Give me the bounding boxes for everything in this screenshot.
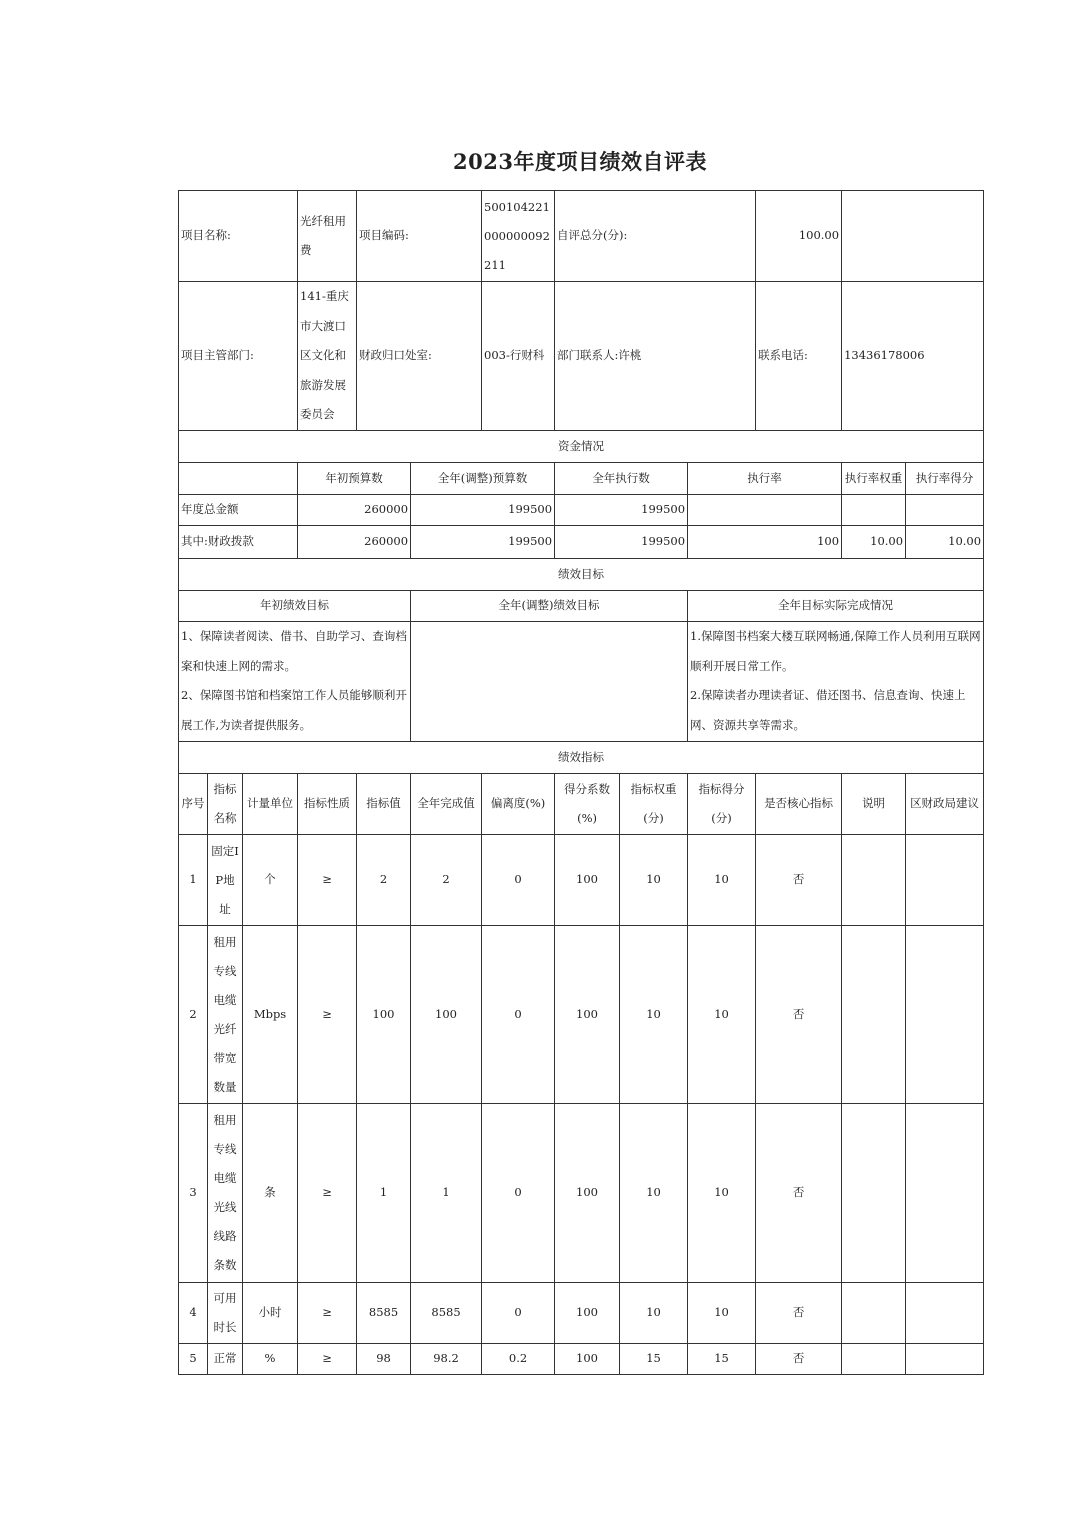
- goals-header: 全年(调整)绩效目标: [411, 591, 688, 622]
- department-row: [179, 282, 984, 431]
- ind-coef: 100: [555, 926, 620, 1104]
- ind-note: [842, 1283, 906, 1344]
- indicator-row: [179, 1104, 984, 1283]
- goal-text: 2.保障读者办理读者证、借还图书、信息查询、快速上网、资源共享等需求。: [690, 688, 966, 732]
- ind-unit: 个: [243, 835, 298, 926]
- ind-header: 指标性质: [298, 774, 357, 835]
- funds-header: 执行率得分: [906, 463, 984, 495]
- ind-coef: 100: [555, 835, 620, 926]
- dept-label: 项目主管部门:: [179, 282, 298, 431]
- ind-header: 计量单位: [243, 774, 298, 835]
- ind-done: 1: [411, 1104, 482, 1283]
- ind-done: 98.2: [411, 1344, 482, 1375]
- ind-header: 区财政局建议: [906, 774, 984, 835]
- ind-nature: ≥: [298, 1344, 357, 1375]
- project-name-row: [179, 191, 984, 282]
- ind-nature: ≥: [298, 926, 357, 1104]
- goal-text: 2、保障图书馆和档案馆工作人员能够顺利开展工作,为读者提供服务。: [181, 688, 407, 732]
- ind-nature: ≥: [298, 835, 357, 926]
- funds-row: [179, 495, 984, 526]
- funds-cell: 199500: [411, 526, 555, 559]
- adjusted-goals: [411, 622, 688, 742]
- ind-weight: 10: [620, 1104, 688, 1283]
- ind-score: 10: [688, 926, 756, 1104]
- funds-header: 年初预算数: [298, 463, 411, 495]
- funds-header-row: [179, 463, 984, 495]
- indicator-row: [179, 1283, 984, 1344]
- ind-advice: [906, 835, 984, 926]
- funds-row-label: 年度总金额: [179, 495, 298, 526]
- ind-core: 否: [756, 1104, 842, 1283]
- ind-target: 1: [357, 1104, 411, 1283]
- ind-header: 序号: [179, 774, 208, 835]
- ind-name: 租用专线电缆光纤带宽数量: [208, 926, 243, 1104]
- ind-weight: 10: [620, 926, 688, 1104]
- ind-nature: ≥: [298, 1104, 357, 1283]
- self-evaluation-table: [178, 190, 984, 1375]
- ind-header: 指标名称: [208, 774, 243, 835]
- goals-header: 全年目标实际完成情况: [688, 591, 984, 622]
- funds-section-title: 资金情况: [179, 431, 984, 463]
- ind-no: 5: [179, 1344, 208, 1375]
- ind-note: [842, 926, 906, 1104]
- goals-content-row: [179, 622, 984, 742]
- ind-score: 10: [688, 1283, 756, 1344]
- ind-header: 说明: [842, 774, 906, 835]
- ind-name: 租用专线电缆光线线路条数: [208, 1104, 243, 1283]
- funds-cell: [688, 495, 842, 526]
- funds-cell: 260000: [298, 526, 411, 559]
- ind-score: 15: [688, 1344, 756, 1375]
- ind-core: 否: [756, 1283, 842, 1344]
- goals-section-title: 绩效目标: [179, 559, 984, 591]
- ind-coef: 100: [555, 1283, 620, 1344]
- funds-cell: 199500: [555, 526, 688, 559]
- ind-weight: 10: [620, 1283, 688, 1344]
- ind-target: 2: [357, 835, 411, 926]
- funds-cell: 100: [688, 526, 842, 559]
- ind-coef: 100: [555, 1104, 620, 1283]
- funds-cell: 10.00: [842, 526, 906, 559]
- funds-row-label: 其中:财政拨款: [179, 526, 298, 559]
- ind-dev: 0: [482, 1283, 555, 1344]
- ind-note: [842, 835, 906, 926]
- funds-row: [179, 526, 984, 559]
- ind-name: 可用时长: [208, 1283, 243, 1344]
- finance-office-value: 003-行财科: [482, 282, 555, 431]
- ind-target: 100: [357, 926, 411, 1104]
- project-name-value: 光纤租用费: [298, 191, 357, 282]
- ind-dev: 0: [482, 835, 555, 926]
- page-title: 2023年度项目绩效自评表: [453, 149, 707, 174]
- ind-no: 4: [179, 1283, 208, 1344]
- ind-advice: [906, 926, 984, 1104]
- ind-weight: 10: [620, 835, 688, 926]
- phone-value: 13436178006: [842, 282, 984, 431]
- project-name-label: 项目名称:: [179, 191, 298, 282]
- ind-header: 偏离度(%): [482, 774, 555, 835]
- ind-no: 2: [179, 926, 208, 1104]
- ind-nature: ≥: [298, 1283, 357, 1344]
- finance-office-label: 财政归口处室:: [357, 282, 482, 431]
- funds-cell: 199500: [555, 495, 688, 526]
- funds-cell: [906, 495, 984, 526]
- ind-core: 否: [756, 926, 842, 1104]
- self-score-label: 自评总分(分):: [555, 191, 756, 282]
- empty-cell: [842, 191, 984, 282]
- ind-header: 指标值: [357, 774, 411, 835]
- ind-header: 指标得分(分): [688, 774, 756, 835]
- ind-header: 是否核心指标: [756, 774, 842, 835]
- funds-cell: 260000: [298, 495, 411, 526]
- ind-no: 1: [179, 835, 208, 926]
- funds-header: 全年执行数: [555, 463, 688, 495]
- ind-header: 全年完成值: [411, 774, 482, 835]
- ind-unit: 小时: [243, 1283, 298, 1344]
- goals-header: 年初绩效目标: [179, 591, 411, 622]
- ind-dev: 0: [482, 926, 555, 1104]
- ind-unit: %: [243, 1344, 298, 1375]
- ind-advice: [906, 1344, 984, 1375]
- funds-cell: 10.00: [906, 526, 984, 559]
- self-score-value: 100.00: [756, 191, 842, 282]
- ind-done: 100: [411, 926, 482, 1104]
- ind-advice: [906, 1283, 984, 1344]
- actual-goals: [688, 622, 984, 742]
- project-code-value: 500104221000000092211: [482, 191, 555, 282]
- goal-text: 1.保障图书档案大楼互联网畅通,保障工作人员利用互联网顺利开展日常工作。: [690, 629, 981, 673]
- ind-no: 3: [179, 1104, 208, 1283]
- funds-cell: [842, 495, 906, 526]
- ind-coef: 100: [555, 1344, 620, 1375]
- ind-note: [842, 1344, 906, 1375]
- ind-done: 2: [411, 835, 482, 926]
- dept-value: 141-重庆市大渡口区文化和旅游发展委员会: [298, 282, 357, 431]
- ind-target: 98: [357, 1344, 411, 1375]
- indicators-section-title: 绩效指标: [179, 742, 984, 774]
- funds-header: 执行率: [688, 463, 842, 495]
- ind-core: 否: [756, 1344, 842, 1375]
- indicator-row: [179, 835, 984, 926]
- ind-done: 8585: [411, 1283, 482, 1344]
- ind-score: 10: [688, 1104, 756, 1283]
- ind-dev: 0.2: [482, 1344, 555, 1375]
- ind-weight: 15: [620, 1344, 688, 1375]
- contact-label: 部门联系人:许桃: [555, 282, 756, 431]
- funds-header: 全年(调整)预算数: [411, 463, 555, 495]
- funds-header: 执行率权重: [842, 463, 906, 495]
- phone-label: 联系电话:: [756, 282, 842, 431]
- indicator-row: [179, 1344, 984, 1375]
- ind-name: 正常: [208, 1344, 243, 1375]
- ind-unit: 条: [243, 1104, 298, 1283]
- ind-target: 8585: [357, 1283, 411, 1344]
- project-code-label: 项目编码:: [357, 191, 482, 282]
- indicators-header-row: [179, 774, 984, 835]
- ind-advice: [906, 1104, 984, 1283]
- ind-note: [842, 1104, 906, 1283]
- ind-score: 10: [688, 835, 756, 926]
- goals-header-row: [179, 591, 984, 622]
- ind-core: 否: [756, 835, 842, 926]
- ind-unit: Mbps: [243, 926, 298, 1104]
- ind-name: 固定IP地址: [208, 835, 243, 926]
- funds-cell: 199500: [411, 495, 555, 526]
- ind-header: 得分系数(%): [555, 774, 620, 835]
- ind-dev: 0: [482, 1104, 555, 1283]
- goal-text: 1、保障读者阅读、借书、自助学习、查询档案和快速上网的需求。: [181, 629, 407, 673]
- indicator-row: [179, 926, 984, 1104]
- ind-header: 指标权重(分): [620, 774, 688, 835]
- initial-goals: [179, 622, 411, 742]
